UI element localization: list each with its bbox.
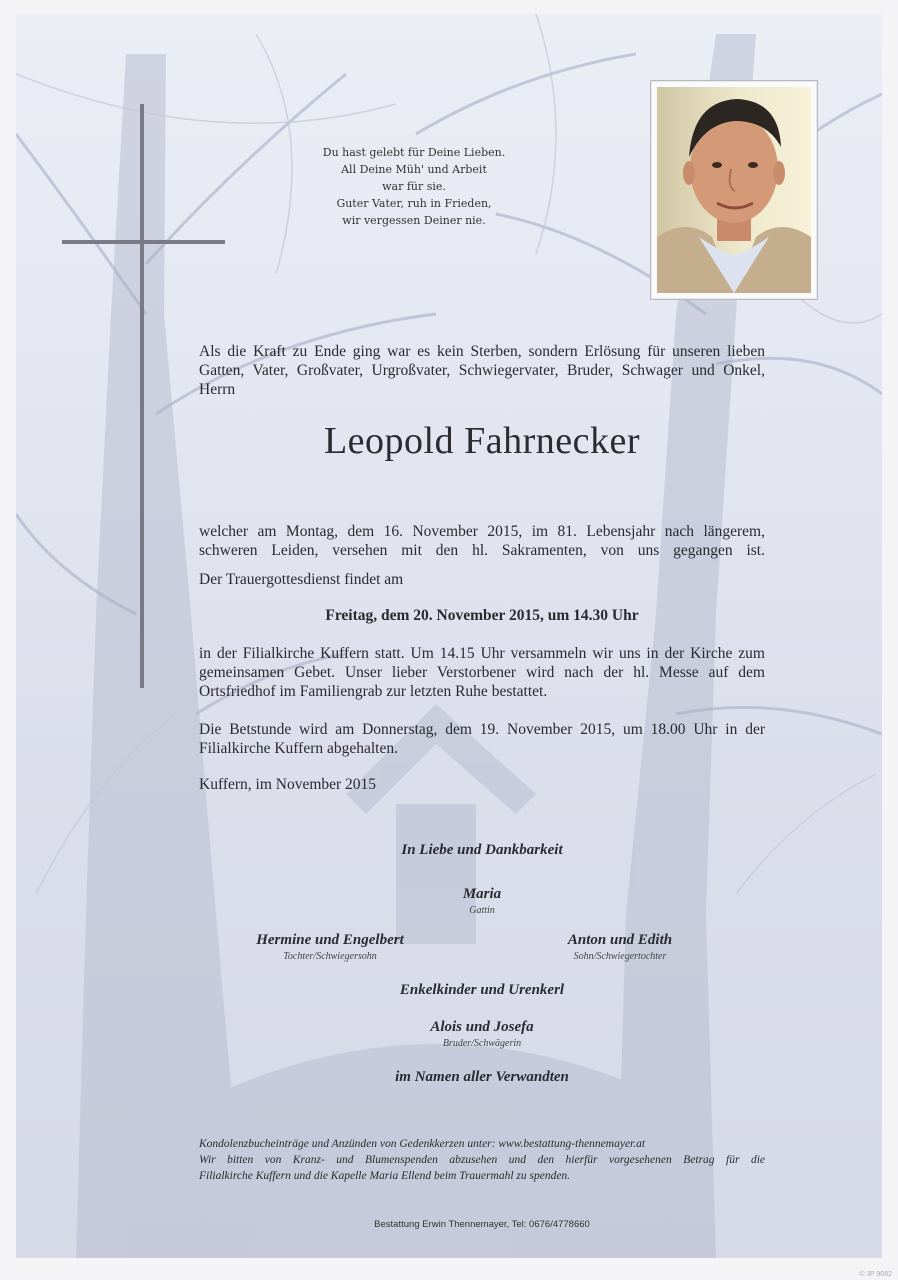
death-line: schweren Leiden, versehen mit den hl. Sakramenten, von uns gegangen ist. [199, 542, 765, 559]
mourner-right-name: Anton und Edith [567, 932, 673, 948]
service-intro: Der Trauergottesdienst findet am [199, 571, 404, 588]
notes-line: Wir bitten von Kranz- und Blumenspenden abzusehen und den hierfür vorgesehenen Betrag für die [199, 1154, 765, 1166]
poem-line: Du hast gelebt für Deine Lieben. [322, 146, 506, 159]
service-line: gemeinsamen Gebet. Unser lieber Verstorbener wird nach der hl. Messe auf dem [199, 664, 765, 681]
poem-line: war für sie. [382, 180, 446, 193]
mourners-grandchildren: Enkelkinder und Urenkerl [399, 982, 565, 998]
intro-line: Gatten, Vater, Großvater, Urgroßvater, Schwiegervater, Bruder, Schwager und Onkel, [199, 362, 765, 379]
death-paragraph [199, 522, 765, 560]
prayer-line: Die Betstunde wird am Donnerstag, dem 19. November 2015, um 18.00 Uhr in der [199, 721, 765, 738]
mourner-wife-name: Maria [462, 886, 502, 902]
notes-line: Kondolenzbucheinträge und Anzünden von Gedenkkerzen unter: www.bestattung-thennemayer.at [199, 1138, 646, 1150]
mourners-heading: In Liebe und Dankbarkeit [401, 842, 563, 858]
intro-line: Als die Kraft zu Ende ging war es kein Sterben, sondern Erlösung für unseren lieben [199, 343, 765, 360]
service-paragraph [199, 644, 765, 701]
cross-vertical-bar [140, 104, 144, 688]
notes-line: Filialkirche Kuffern und die Kapelle Maria Ellend beim Trauermahl zu spenden. [199, 1170, 571, 1182]
mourner-siblings-name: Alois und Josefa [430, 1019, 534, 1035]
service-date: Freitag, dem 20. November 2015, um 14.30 Uhr [325, 607, 639, 624]
intro-salutation: Herrn [199, 381, 236, 398]
condolence-notes [199, 1136, 765, 1184]
portrait-photo [657, 87, 811, 293]
funeral-home-footer: Bestattung Erwin Thennemayer, Tel: 0676/4778660 [374, 1219, 590, 1230]
deceased-name: Leopold Fahrnecker [323, 420, 641, 462]
prayer-paragraph [199, 720, 765, 758]
place-date: Kuffern, im November 2015 [199, 776, 377, 793]
service-line: in der Filialkirche Kuffern statt. Um 14.15 Uhr versammeln wir uns in der Kirche zum [199, 645, 765, 662]
mourner-right-role: Sohn/Schwiegertochter [573, 951, 667, 962]
poem-line: wir vergessen Deiner nie. [342, 214, 486, 227]
mourner-left-name: Hermine und Engelbert [256, 932, 404, 948]
service-line: Ortsfriedhof im Familiengrab zur letzten Ruhe bestattet. [199, 683, 548, 700]
obituary-sheet [16, 14, 882, 1258]
mourners-relatives: im Namen aller Verwandten [395, 1069, 569, 1085]
cross-horizontal-bar [62, 240, 225, 244]
memorial-poem [314, 144, 514, 229]
poem-line: All Deine Müh' und Arbeit [341, 163, 487, 176]
portrait-frame [650, 80, 818, 300]
man-portrait-icon [657, 87, 811, 293]
death-line: welcher am Montag, dem 16. November 2015, im 81. Lebensjahr nach längerem, [199, 523, 765, 540]
intro-paragraph [199, 342, 765, 399]
mourner-siblings-role: Bruder/Schwägerin [442, 1038, 522, 1049]
poem-line: Guter Vater, ruh in Frieden, [336, 197, 492, 210]
mourner-left-role: Tochter/Schwiegersohn [283, 951, 377, 962]
prayer-line: Filialkirche Kuffern abgehalten. [199, 740, 398, 757]
mourner-wife-role: Gattin [469, 905, 495, 916]
corner-mark: © JP 9082 [859, 1271, 892, 1278]
